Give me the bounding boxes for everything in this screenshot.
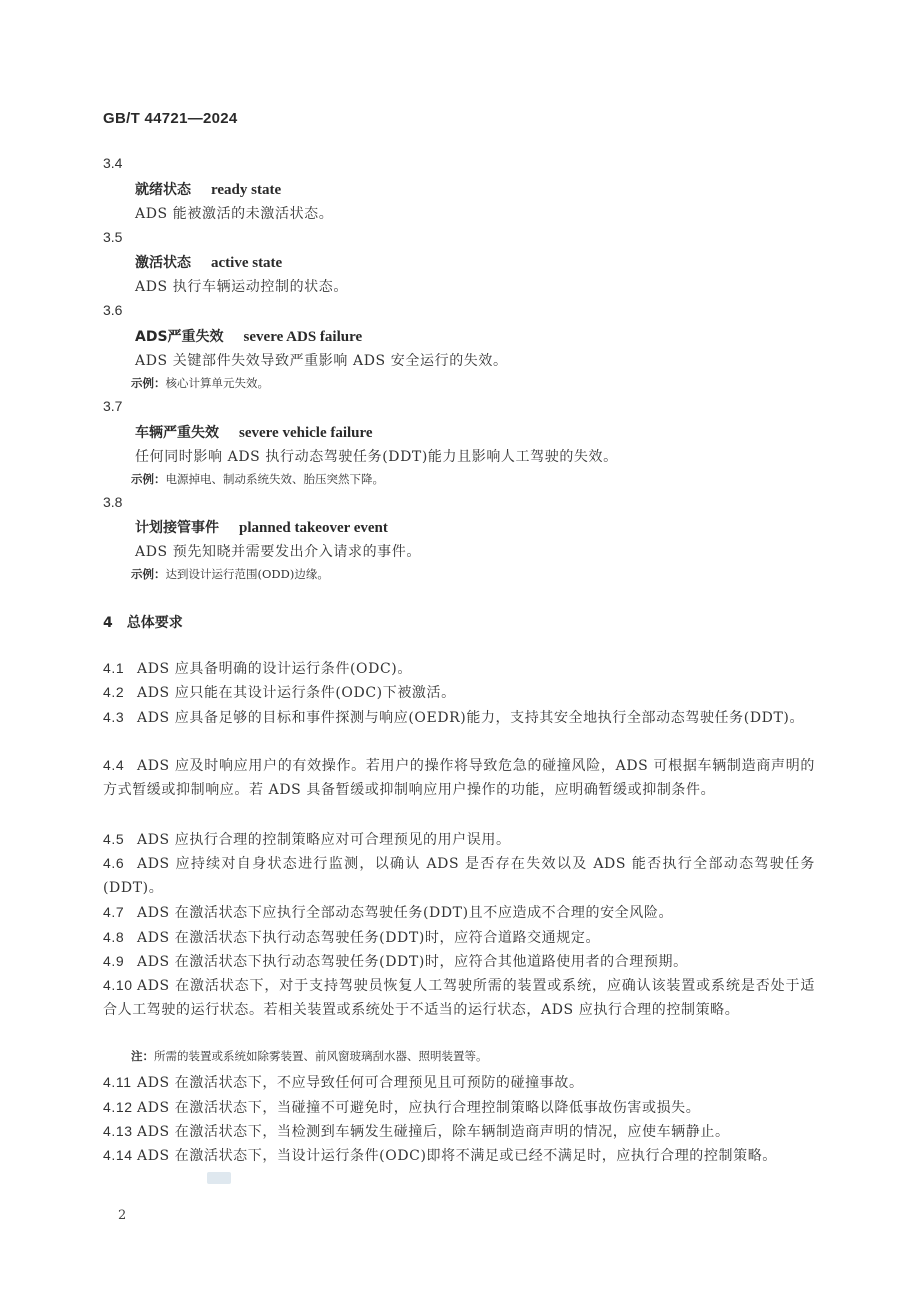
requirement-number: 4.9 xyxy=(103,953,125,969)
term-example xyxy=(131,566,329,582)
requirement-item xyxy=(103,680,815,705)
requirement-item xyxy=(103,900,815,925)
requirement-item xyxy=(103,851,815,900)
requirement-text: ADS 在激活状态下执行动态驾驶任务(DDT)时，应符合道路交通规定。 xyxy=(137,930,601,946)
requirement-item xyxy=(103,925,815,950)
note-label: 注： xyxy=(131,1049,154,1063)
requirement-text: ADS 应持续对自身状态进行监测，以确认 ADS 是否存在失效以及 ADS 能否执行全部动态驾驶任务(DDT)。 xyxy=(103,856,815,896)
term-example xyxy=(131,471,384,487)
requirement-number: 4.11 xyxy=(103,1074,132,1090)
requirement-text: ADS 在激活状态下执行动态驾驶任务(DDT)时，应符合其他道路使用者的合理预期。 xyxy=(137,954,688,970)
example-text: 核心计算单元失效。 xyxy=(165,376,269,390)
requirement-item xyxy=(103,1095,815,1120)
term-en: planned takeover event xyxy=(239,520,388,536)
requirement-number: 4.3 xyxy=(103,709,125,725)
note-text: 所需的装置或系统如除雾装置、前风窗玻璃刮水器、照明装置等。 xyxy=(154,1049,488,1063)
requirement-item xyxy=(103,753,815,802)
requirement-item xyxy=(103,973,815,1022)
requirement-text: ADS 应及时响应用户的有效操作。若用户的操作将导致危急的碰撞风险，ADS 可根据车辆制造商声明的方式暂缓或抑制响应。若 ADS 具备暂缓或抑制响应用户操作的功能，应明确暂缓或抑制条件。 xyxy=(103,758,815,798)
term-en: active state xyxy=(211,255,283,271)
requirement-text: ADS 在激活状态下，不应导致任何可合理预见且可预防的碰撞事故。 xyxy=(137,1075,584,1091)
requirement-number: 4.8 xyxy=(103,929,125,945)
requirement-text: ADS 在激活状态下，对于支持驾驶员恢复人工驾驶所需的装置或系统，应确认该装置或系统是否处于适合人工驾驶的运行状态。若相关装置或系统处于不适当的运行状态，ADS 应执行合理的控制策略。 xyxy=(103,978,815,1018)
term-title xyxy=(135,326,362,346)
term-en: severe ADS failure xyxy=(243,329,363,345)
requirement-item xyxy=(103,656,815,681)
requirement-number: 4.13 xyxy=(103,1123,133,1139)
clause-number: 3.6 xyxy=(103,302,123,318)
requirement-item xyxy=(103,949,815,974)
watermark-stamp xyxy=(207,1172,231,1184)
term-definition: ADS 能被激活的未激活状态。 xyxy=(135,206,334,222)
term-title xyxy=(135,517,388,537)
requirement-text: ADS 应只能在其设计运行条件(ODC)下被激活。 xyxy=(137,685,456,701)
requirement-number: 4.4 xyxy=(103,757,125,773)
requirement-number: 4.10 xyxy=(103,977,133,993)
requirement-text: ADS 在激活状态下，当碰撞不可避免时，应执行合理控制策略以降低事故伤害或损失。 xyxy=(137,1100,701,1116)
section-number: 4 xyxy=(103,615,113,631)
requirement-item xyxy=(103,1070,815,1095)
term-zh: 车辆严重失效 xyxy=(135,425,219,441)
term-definition: ADS 执行车辆运动控制的状态。 xyxy=(135,279,348,295)
requirement-number: 4.7 xyxy=(103,904,125,920)
note xyxy=(131,1048,488,1064)
requirement-number: 4.1 xyxy=(103,660,125,676)
term-definition: 任何同时影响 ADS 执行动态驾驶任务(DDT)能力且影响人工驾驶的失效。 xyxy=(135,449,618,465)
requirement-text: ADS 应具备明确的设计运行条件(ODC)。 xyxy=(137,661,412,677)
term-definition: ADS 关键部件失效导致严重影响 ADS 安全运行的失效。 xyxy=(135,353,508,369)
requirement-item xyxy=(103,705,815,730)
term-definition: ADS 预先知晓并需要发出介入请求的事件。 xyxy=(135,544,421,560)
clause-number: 3.7 xyxy=(103,398,123,414)
requirement-text: ADS 应执行合理的控制策略应对可合理预见的用户误用。 xyxy=(137,832,511,848)
requirement-number: 4.14 xyxy=(103,1147,133,1163)
term-en: severe vehicle failure xyxy=(239,425,373,441)
term-title xyxy=(135,422,373,442)
requirement-number: 4.2 xyxy=(103,684,125,700)
clause-number: 3.5 xyxy=(103,229,123,245)
term-zh: ADS严重失效 xyxy=(135,329,224,345)
example-label: 示例： xyxy=(131,472,166,486)
section-heading xyxy=(103,612,183,632)
term-title xyxy=(135,252,282,272)
requirement-item xyxy=(103,827,815,852)
term-zh: 计划接管事件 xyxy=(135,520,219,536)
requirement-text: ADS 在激活状态下，当设计运行条件(ODC)即将不满足或已经不满足时，应执行合理的控制策略。 xyxy=(137,1148,777,1164)
requirement-number: 4.12 xyxy=(103,1099,133,1115)
section-title: 总体要求 xyxy=(126,615,183,631)
clause-number: 3.8 xyxy=(103,494,123,510)
document-header: GB/T 44721—2024 xyxy=(103,110,238,127)
term-en: ready state xyxy=(211,182,282,198)
requirement-item xyxy=(103,1119,815,1144)
requirement-text: ADS 应具备足够的目标和事件探测与响应(OEDR)能力，支持其安全地执行全部动态驾驶任务(DDT)。 xyxy=(137,710,805,726)
example-label: 示例： xyxy=(131,567,166,581)
requirement-item xyxy=(103,1143,815,1168)
requirement-text: ADS 在激活状态下，当检测到车辆发生碰撞后，除车辆制造商声明的情况，应使车辆静止。 xyxy=(137,1124,730,1140)
term-example xyxy=(131,375,269,391)
requirement-number: 4.6 xyxy=(103,855,125,871)
term-zh: 激活状态 xyxy=(135,255,191,271)
example-label: 示例： xyxy=(131,376,166,390)
example-text: 达到设计运行范围(ODD)边缘。 xyxy=(165,567,329,581)
page-number: 2 xyxy=(118,1208,127,1223)
requirement-number: 4.5 xyxy=(103,831,125,847)
clause-number: 3.4 xyxy=(103,155,123,171)
example-text: 电源掉电、制动系统失效、胎压突然下降。 xyxy=(165,472,384,486)
term-zh: 就绪状态 xyxy=(135,182,191,198)
requirement-text: ADS 在激活状态下应执行全部动态驾驶任务(DDT)且不应造成不合理的安全风险。 xyxy=(137,905,674,921)
term-title xyxy=(135,179,281,199)
